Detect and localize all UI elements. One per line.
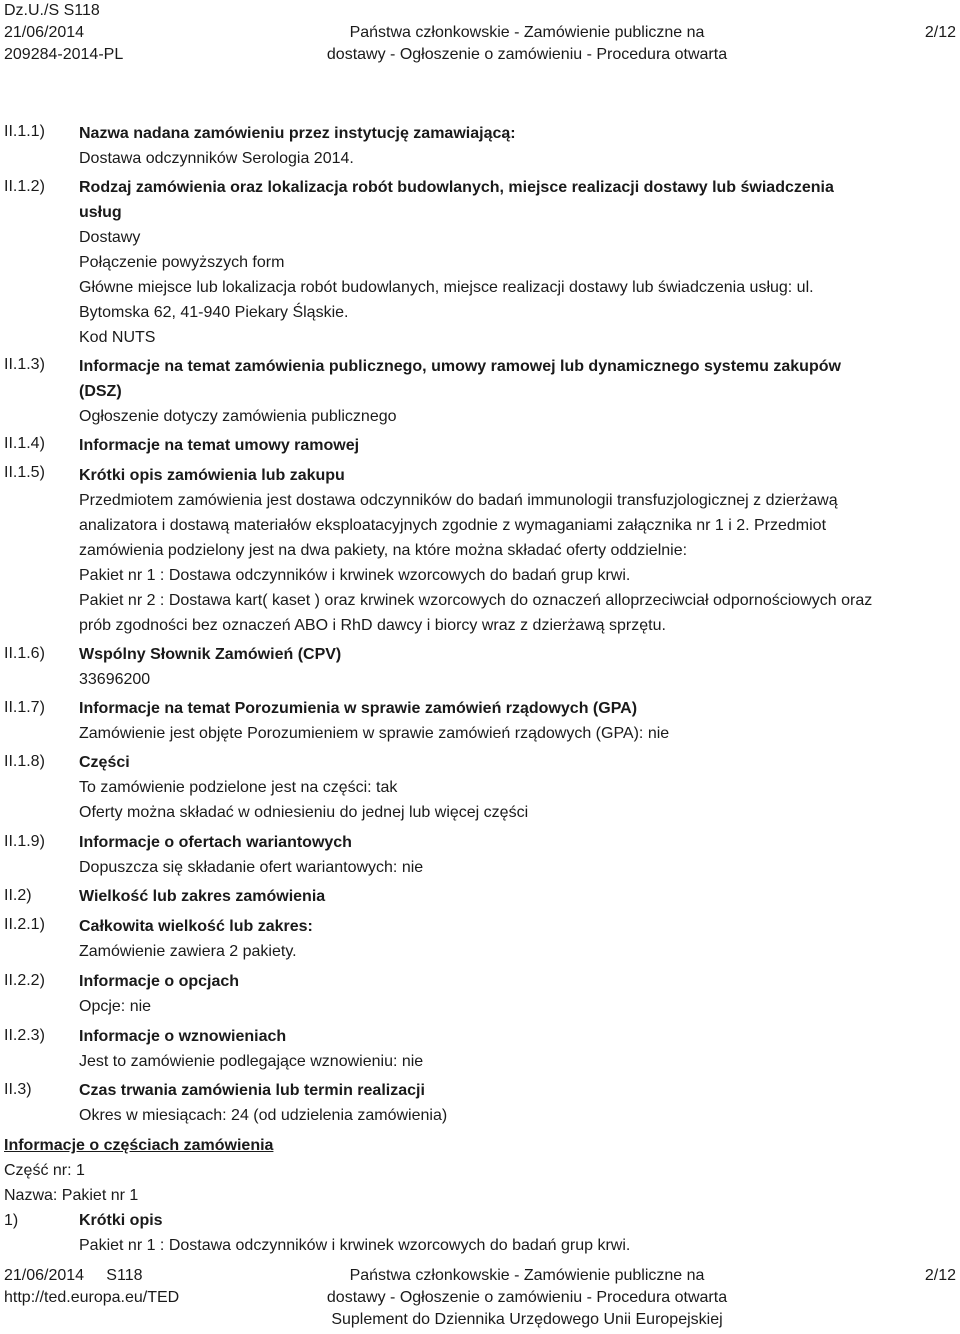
section-total-quantity — [79, 914, 956, 964]
section-lots — [79, 750, 956, 825]
section-number: II.1.8) — [4, 753, 45, 770]
section-heading: Czas trwania zamówienia lub termin realizacji — [79, 1082, 425, 1099]
description-line: Pakiet nr 2 : Dostawa kart( kaset ) oraz krwinek wzorcowych do oznaczeń alloprzeciwciał odpornościowych oraz — [79, 592, 873, 609]
section-heading: Informacje o ofertach wariantowych — [79, 834, 352, 851]
section-number: II.1.2) — [4, 178, 45, 195]
lot-item-number: 1) — [4, 1212, 19, 1229]
delivery-location-address: Bytomska 62, 41-940 Piekary Śląskie. — [79, 304, 349, 321]
description-line: Pakiet nr 1 : Dostawa odczynników i krwinek wzorcowych do badań grup krwi. — [79, 567, 631, 584]
footer-date-ref: 21/06/2014 S118 — [4, 1267, 143, 1284]
header-center — [297, 22, 757, 66]
description-line: analizatora i dostawą materiałów eksploatacyjnych zgodnie z wymaganiami załącznika nr 1 i 2. Przedmiot — [79, 517, 827, 534]
options-value: Opcje: nie — [79, 998, 152, 1015]
description-line: zamówienia podzielony jest na dwa pakiety, na które można składać oferty oddzielnie: — [79, 542, 688, 559]
header-page-number: 2/12 — [924, 24, 956, 41]
lots-divided-value: To zamówienie podzielone jest na części: tak — [79, 779, 398, 796]
header-journal-ref: Dz.U./S S118 — [4, 2, 100, 19]
section-number: II.1.3) — [4, 356, 45, 373]
description-line: prób zgodności bez oznaczeń ABO i RhD dawcy i biorcy wraz z dzierżawą sprzętu. — [79, 617, 666, 634]
lot-name: Nazwa: Pakiet nr 1 — [4, 1187, 139, 1204]
section-short-description — [79, 463, 956, 638]
section-heading-cont: (DSZ) — [79, 383, 122, 400]
lot-item-heading: Krótki opis — [79, 1212, 163, 1229]
contract-form-value: Połączenie powyższych form — [79, 254, 285, 271]
header-left — [4, 0, 123, 66]
section-cpv — [79, 642, 956, 692]
section-contract-title — [79, 121, 956, 171]
section-duration — [79, 1078, 956, 1128]
section-number: II.1.9) — [4, 833, 45, 850]
section-number: II.1.6) — [4, 645, 45, 662]
lot-number: Część nr: 1 — [4, 1162, 85, 1179]
section-framework — [79, 433, 956, 458]
section-heading: Informacje o opcjach — [79, 973, 240, 990]
header-title-line-1: Państwa członkowskie - Zamówienie publiczne na — [349, 24, 705, 41]
footer-left — [4, 1265, 179, 1309]
section-heading: Krótki opis zamówienia lub zakupu — [79, 467, 345, 484]
dps-info-value: Ogłoszenie dotyczy zamówienia publicznego — [79, 408, 397, 425]
section-heading: Informacje na temat zamówienia publicznego, umowy ramowej lub dynamicznego systemu zakupów — [79, 358, 841, 375]
lots-tender-value: Oferty można składać w odniesieniu do jednej lub więcej części — [79, 804, 529, 821]
section-variants — [79, 830, 956, 880]
variants-value: Dopuszcza się składanie ofert wariantowych: nie — [79, 859, 424, 876]
header-title-line-2: dostawy - Ogłoszenie o zamówieniu - Procedura otwarta — [326, 46, 728, 63]
section-heading: Informacje na temat Porozumienia w sprawie zamówień rządowych (GPA) — [79, 700, 638, 717]
footer-page-number: 2/12 — [924, 1267, 956, 1284]
gpa-value: Zamówienie jest objęte Porozumieniem w sprawie zamówień rządowych (GPA): nie — [79, 725, 670, 742]
section-heading: Całkowita wielkość lub zakres: — [79, 918, 313, 935]
renewals-value: Jest to zamówienie podlegające wznowieniu: nie — [79, 1053, 424, 1070]
section-dps-info — [79, 354, 956, 429]
footer-supplement: Suplement do Dziennika Urzędowego Unii Europejskiej — [331, 1311, 723, 1328]
section-number: II.1.4) — [4, 435, 45, 452]
section-heading: Wielkość lub zakres zamówienia — [79, 888, 326, 905]
nuts-code-label: Kod NUTS — [79, 329, 156, 346]
header-date: 21/06/2014 — [4, 24, 85, 41]
lot-item-text: Pakiet nr 1 : Dostawa odczynników i krwinek wzorcowych do badań grup krwi. — [79, 1237, 631, 1254]
section-number: II.1.5) — [4, 464, 45, 481]
contract-title-value: Dostawa odczynników Serologia 2014. — [79, 150, 354, 167]
section-options — [79, 969, 956, 1019]
lots-heading: Informacje o częściach zamówienia — [4, 1137, 274, 1154]
section-number: II.2.2) — [4, 972, 45, 989]
section-number: II.2.1) — [4, 916, 45, 933]
footer-url: http://ted.europa.eu/TED — [4, 1289, 180, 1306]
total-quantity-value: Zamówienie zawiera 2 pakiety. — [79, 943, 297, 960]
footer-title-line-2: dostawy - Ogłoszenie o zamówieniu - Procedura otwarta — [326, 1289, 728, 1306]
footer-center — [297, 1265, 757, 1331]
section-number: II.1.1) — [4, 123, 45, 140]
contract-type-value: Dostawy — [79, 229, 141, 246]
section-gpa — [79, 696, 956, 746]
section-number: II.3) — [4, 1081, 32, 1098]
section-heading: Nazwa nadana zamówieniu przez instytucję zamawiającą: — [79, 125, 516, 142]
section-heading: Informacje o wznowieniach — [79, 1028, 287, 1045]
section-heading-cont: usług — [79, 204, 122, 221]
section-heading: Wspólny Słownik Zamówień (CPV) — [79, 646, 342, 663]
section-heading: Informacje na temat umowy ramowej — [79, 437, 360, 454]
footer-title-line-1: Państwa członkowskie - Zamówienie publiczne na — [349, 1267, 705, 1284]
section-quantity — [79, 884, 956, 909]
delivery-location-line: Główne miejsce lub lokalizacja robót budowlanych, miejsce realizacji dostawy lub świadczenia usług: ul. — [79, 279, 814, 296]
section-renewals — [79, 1024, 956, 1074]
section-number: II.2) — [4, 887, 32, 904]
section-number: II.2.3) — [4, 1027, 45, 1044]
duration-value: Okres w miesiącach: 24 (od udzielenia zamówienia) — [79, 1107, 448, 1124]
section-number: II.1.7) — [4, 699, 45, 716]
section-contract-type — [79, 175, 956, 350]
cpv-code: 33696200 — [79, 671, 151, 688]
section-heading: Części — [79, 754, 130, 771]
section-heading: Rodzaj zamówienia oraz lokalizacja robót budowlanych, miejsce realizacji dostawy lub świadczenia — [79, 179, 834, 196]
header-notice-number: 209284-2014-PL — [4, 46, 124, 63]
description-line: Przedmiotem zamówienia jest dostawa odczynników do badań immunologii transfuzjologicznej z dzierżawą — [79, 492, 838, 509]
